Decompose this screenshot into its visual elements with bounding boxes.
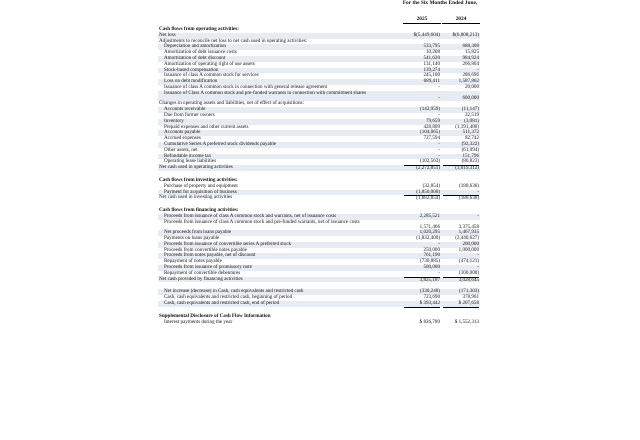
value-2024: - <box>477 212 479 219</box>
value-2024: (1,191,480) <box>455 123 479 130</box>
row-label: Cash, cash equivalents and restricted cash, end of period <box>164 300 280 307</box>
row-label: Adjustments to reconcile net loss to net cash used in operating activities: <box>159 37 308 44</box>
value-2024: 286,696 <box>462 72 479 79</box>
value-2025: $ 826,780 <box>419 318 440 325</box>
value-2025: $(5,449,604) <box>413 31 440 38</box>
value-2024: 600,000 <box>462 94 479 101</box>
value-2024: 32,519 <box>464 111 479 118</box>
row-label: Accounts payable <box>164 129 201 136</box>
value-2024: $ 1,552,313 <box>454 318 479 325</box>
row-label: Purchase of property and equipment <box>164 182 238 189</box>
value-2024: (100,000) <box>459 269 479 276</box>
row-label: Accrued expenses <box>164 135 201 142</box>
row-label: Interest payments during the year <box>164 318 233 325</box>
value-2024: - <box>477 252 479 259</box>
value-2024: 378,961 <box>462 294 479 301</box>
value-2025: - <box>438 152 440 159</box>
value-2025: 10,208 <box>425 49 440 56</box>
value-2025: 727,594 <box>423 135 440 142</box>
row-label: Changes in operating assets and liabilities, net of effect of acquisitions: <box>159 100 304 107</box>
value-2025: (142,959) <box>420 106 440 113</box>
row-label: Net proceeds from loans payable <box>164 229 232 236</box>
value-2025: 428,809 <box>423 123 440 130</box>
value-2025: - <box>438 83 440 90</box>
value-2025: (2,272,851) <box>404 165 440 172</box>
value-2024: (180,636) <box>443 195 479 202</box>
value-2024: (3,019,312) <box>443 165 479 172</box>
value-2024: 984,924 <box>462 54 479 61</box>
value-2025: - <box>438 269 440 276</box>
table-row <box>158 301 480 307</box>
value-2024: $ 207,658 <box>443 301 479 308</box>
value-2024: (474,121) <box>459 258 479 265</box>
row-label: Supplemental Disclosure of Cash Flow Information <box>159 312 271 319</box>
value-2025: 533,795 <box>423 43 440 50</box>
row-label: Amortization of debt issuance costs <box>164 49 237 56</box>
statement-rows <box>158 27 480 325</box>
value-2024: 20,000 <box>464 83 479 90</box>
row-label: Repayment of convertible debentures <box>164 269 241 276</box>
year-2025-header: 2025 <box>403 16 441 24</box>
value-2025: 131,140 <box>423 60 440 67</box>
table-row <box>158 320 480 326</box>
value-2025: 79,659 <box>425 117 440 124</box>
value-2024: (11,147) <box>461 106 479 113</box>
value-2024: 200,000 <box>462 240 479 247</box>
value-2025: 1,020,295 <box>419 229 440 236</box>
row-label: Amortization of operating right of use assets <box>164 60 255 67</box>
value-2024: - <box>477 188 479 195</box>
value-2024: - <box>477 66 479 73</box>
value-2025: 541,620 <box>423 54 440 61</box>
row-label: Cash, cash equivalents and restricted cash, beginning of period <box>164 294 293 301</box>
value-2024: 3,375,458 <box>458 223 479 230</box>
row-label: Inventory <box>164 117 184 124</box>
value-2025: (104,065) <box>420 129 440 136</box>
row-label: Cash flows from operating activities: <box>159 26 239 32</box>
row-label: Stock-based compensation <box>164 66 219 73</box>
row-label: Proceeds from convertible notes payable <box>164 246 247 253</box>
value-2024: (180,636) <box>459 182 479 189</box>
row-label: Cash flows from financing activities: <box>159 207 239 214</box>
value-2024: (80,823) <box>461 158 479 165</box>
value-2025: (1,850,000) <box>416 188 440 195</box>
period-title: For the Six Months Ended June, <box>402 0 478 6</box>
value-2024: - <box>477 264 479 271</box>
row-label: Loss on debt modification <box>164 78 218 85</box>
value-2024: 1,000,000 <box>458 246 479 253</box>
value-2025: 2,285,521 <box>419 212 440 219</box>
table-row <box>158 165 480 171</box>
value-2024: 266,804 <box>462 60 479 67</box>
year-2024-header: 2024 <box>442 16 480 24</box>
value-2025: 500,000 <box>423 264 440 271</box>
row-label: Other assets, net <box>164 146 198 153</box>
row-label: Payment for acquisition of business <box>164 188 237 195</box>
table-row <box>158 277 480 283</box>
value-2025: 139,274 <box>423 66 440 73</box>
row-label: Repayment of notes payable <box>164 258 222 265</box>
value-2025: 761,190 <box>423 252 440 259</box>
value-2025: (1,882,854) <box>404 195 440 202</box>
value-2025: - <box>438 94 440 101</box>
row-label: Proceeds from issuance of promissory note <box>164 264 252 271</box>
row-label: Net loss <box>159 31 176 38</box>
row-label: Cumulative Series A preferred stock dividends payable <box>164 140 277 147</box>
row-label: Accounts receivable <box>164 106 206 113</box>
value-2024: (92,322) <box>461 140 479 147</box>
row-label: Amortization of debt discount <box>164 54 226 61</box>
value-2025: 689,411 <box>423 78 440 85</box>
row-label: Issuance of Class A common stock and pre-funded warrants in connection with commitment shares <box>164 89 367 96</box>
value-2025: (330,248) <box>420 288 440 295</box>
value-2025: - <box>438 146 440 153</box>
value-2024: 15,825 <box>464 49 479 56</box>
value-2024: 688,308 <box>462 43 479 50</box>
row-label: Issuance of class A common stock in connection with general release agreement <box>164 83 328 90</box>
row-label: Net cash used in operating activities <box>159 164 233 171</box>
value-2024: 1,587,862 <box>458 78 479 85</box>
row-label: Operating lease liabilities <box>164 158 217 165</box>
value-2025: 245,100 <box>423 72 440 79</box>
row-label: Refundable income tax <box>164 152 212 159</box>
value-2025: - <box>438 140 440 147</box>
value-2025: 723,690 <box>423 294 440 301</box>
row-label: Prepaid expenses and other current assets <box>164 123 249 130</box>
row-label: Net cash used in investing activities <box>159 194 233 201</box>
value-2025: $ 393,442 <box>404 301 440 308</box>
value-2024: 1,467,935 <box>458 229 479 236</box>
value-2025: (102,563) <box>420 158 440 165</box>
value-2024: (3,081) <box>464 117 479 124</box>
value-2025: (1,832,400) <box>416 235 440 242</box>
row-label: Proceeds from issuance of class A common stock and pre-funded warrants, net of issuance costs <box>164 218 360 225</box>
value-2024: $(6,808,213) <box>452 31 479 38</box>
row-label: Issuance of class A common stock for services <box>164 72 259 79</box>
column-header <box>158 0 480 27</box>
value-2024: (171,303) <box>459 288 479 295</box>
value-2024: 82,742 <box>464 135 479 142</box>
row-label: Net increase (decrease) in Cash, cash equivalents and restricted cash <box>164 288 304 295</box>
row-label: Proceeds from issuance of class A common stock and warrants, net of issuance costs <box>164 212 337 219</box>
value-2025: - <box>438 111 440 118</box>
row-label: Due from former owners <box>164 111 215 118</box>
row-label: Payments on loans payable <box>164 235 220 242</box>
value-2025: (32,854) <box>422 182 440 189</box>
value-2025: (730,885) <box>420 258 440 265</box>
value-2025: 1,571,466 <box>419 223 440 230</box>
value-2025: 250,000 <box>423 246 440 253</box>
row-label: Cash flows from investing activities: <box>159 176 238 183</box>
table-row <box>158 195 480 201</box>
value-2024: 3,028,645 <box>443 277 479 284</box>
value-2025: - <box>438 240 440 247</box>
value-2024: (2,440,627) <box>455 235 479 242</box>
value-2025: 3,825,187 <box>404 277 440 284</box>
value-2024: 511,372 <box>462 129 479 136</box>
row-label: Net cash provided by financing activities <box>159 275 243 282</box>
row-label: Proceeds from notes payable, net of discount <box>164 252 256 259</box>
row-label: Depreciation and amortization <box>164 43 226 50</box>
value-2024: (61,094) <box>461 146 479 153</box>
row-label: Proceeds from issuance of convertible series A preferred stock <box>164 240 292 247</box>
value-2024: 151,796 <box>462 152 479 159</box>
